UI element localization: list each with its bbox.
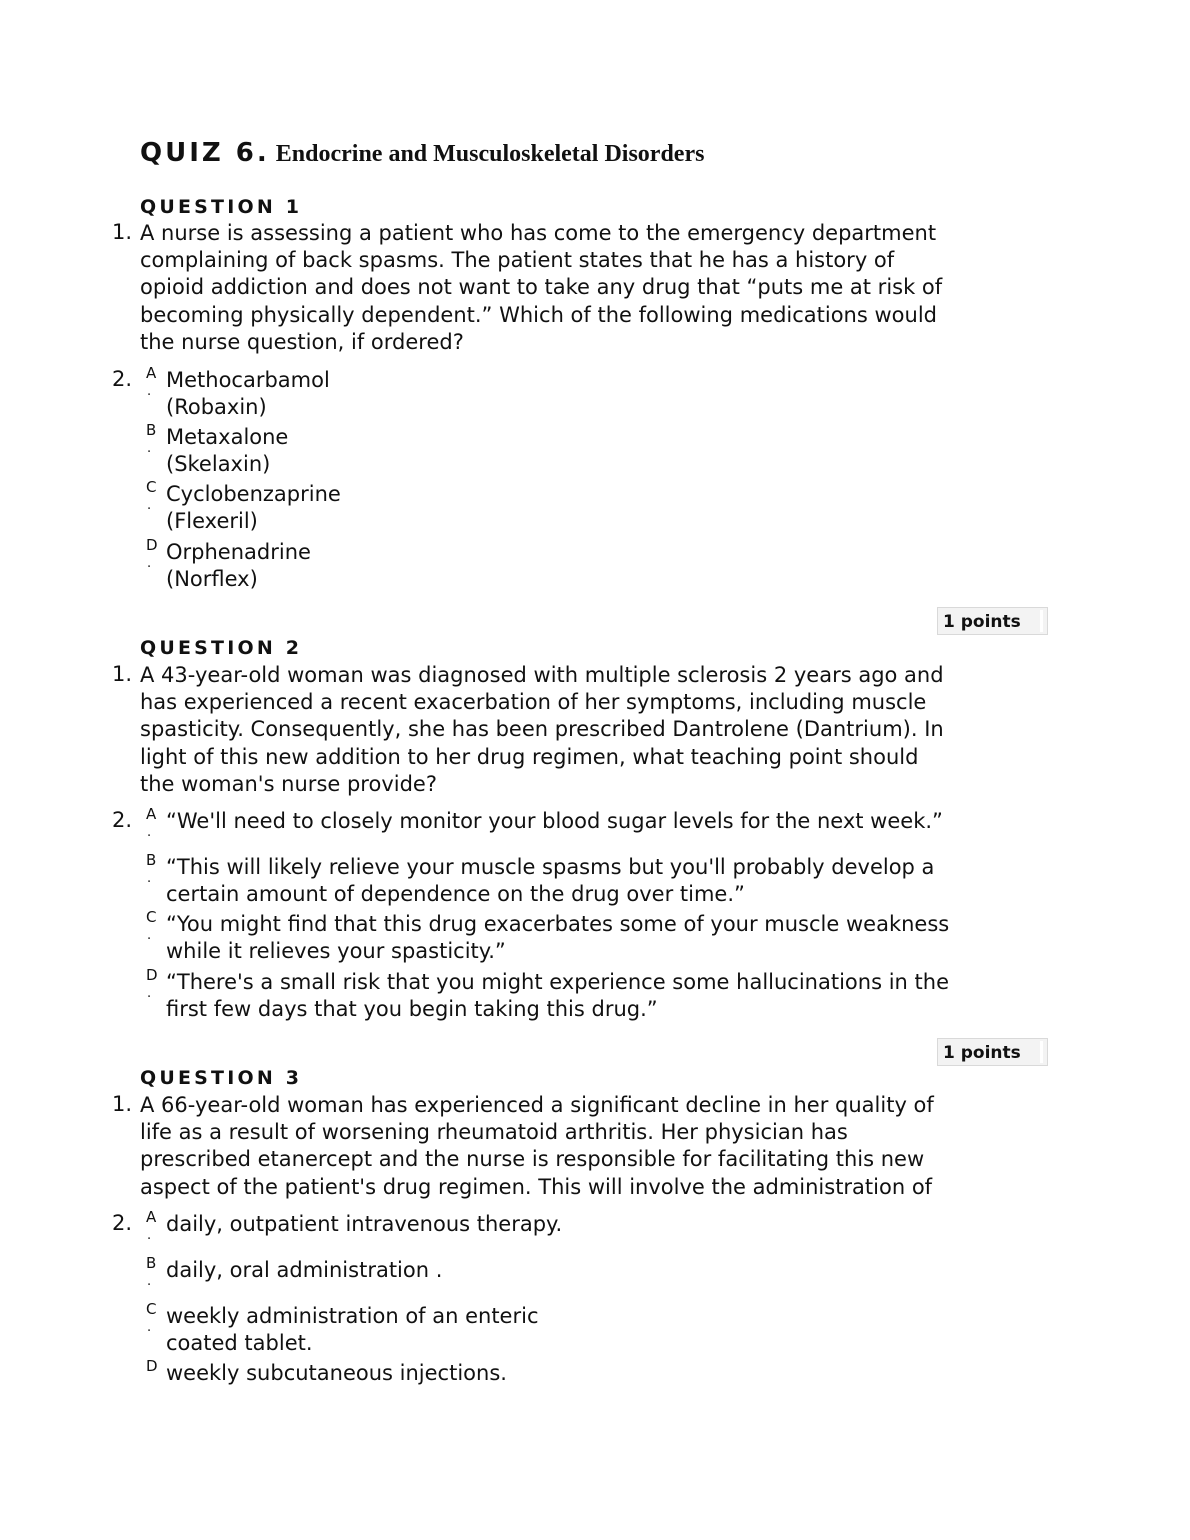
- option-dot: ·: [147, 1278, 152, 1293]
- stem-line: light of this new addition to her drug regimen, what teaching point should: [140, 744, 919, 769]
- option-line: (Norflex): [166, 567, 258, 592]
- option-line: while it relieves your spasticity.”: [166, 939, 506, 964]
- stem-line: life as a result of worsening rheumatoid arthritis. Her physician has: [140, 1120, 848, 1145]
- option-text: [166, 1360, 507, 1387]
- option-line: “There's a small risk that you might experience some hallucinations in the: [166, 970, 949, 994]
- option-line: coated tablet.: [166, 1331, 313, 1356]
- option-text: [166, 481, 341, 535]
- option-dot: ·: [147, 1232, 152, 1247]
- stem-line: A nurse is assessing a patient who has come to the emergency department: [140, 221, 937, 245]
- option-dot: ·: [147, 829, 152, 844]
- option-text: [166, 969, 949, 1023]
- option-dot: ·: [147, 502, 152, 517]
- option-text: [166, 1303, 539, 1357]
- option-text: [166, 1257, 442, 1284]
- quiz-title-prefix: QUIZ 6.: [140, 138, 270, 168]
- option-text: [166, 367, 330, 421]
- question-3-options-number: 2.: [111, 1211, 132, 1235]
- option-letter: D: [146, 1357, 158, 1375]
- stem-line: complaining of back spasms. The patient states that he has a history of: [140, 248, 895, 273]
- option-line: Methocarbamol: [166, 368, 330, 392]
- question-1-stem-number: 1.: [111, 220, 132, 244]
- stem-line: opioid addiction and does not want to take any drug that “puts me at risk of: [140, 275, 943, 300]
- option-line: daily, outpatient intravenous therapy.: [166, 1212, 563, 1236]
- option-line: “You might find that this drug exacerbates some of your muscle weakness: [166, 912, 950, 936]
- question-2-stem: [140, 662, 1040, 798]
- option-dot: ·: [147, 388, 152, 403]
- option-line: “We'll need to closely monitor your blood sugar levels for the next week.”: [166, 809, 943, 833]
- question-1-heading: QUESTION 1: [140, 196, 303, 218]
- option-line: weekly subcutaneous injections.: [166, 1361, 507, 1385]
- question-2-heading: QUESTION 2: [140, 637, 303, 659]
- stem-line: A 66-year-old woman has experienced a significant decline in her quality of: [140, 1093, 934, 1117]
- option-line: certain amount of dependence on the drug over time.”: [166, 882, 745, 907]
- option-text: [166, 854, 934, 908]
- option-letter: A: [146, 364, 157, 382]
- question-3-stem-number: 1.: [111, 1092, 132, 1116]
- question-2-stem-number: 1.: [111, 662, 132, 686]
- option-dot: ·: [147, 445, 152, 460]
- question-3-stem: [140, 1092, 1040, 1201]
- stem-line: has experienced a recent exacerbation of her symptoms, including muscle: [140, 690, 927, 715]
- stem-line: the nurse question, if ordered?: [140, 329, 464, 354]
- option-line: Orphenadrine: [166, 540, 311, 564]
- question-3-heading: QUESTION 3: [140, 1067, 303, 1089]
- question-2-options-number: 2.: [111, 808, 132, 832]
- question-1-options-number: 2.: [111, 367, 132, 391]
- option-letter: B: [146, 1254, 157, 1272]
- option-line: Metaxalone: [166, 425, 289, 449]
- question-2-points-badge: 1 points: [937, 1038, 1048, 1066]
- option-letter: A: [146, 1208, 157, 1226]
- stem-line: A 43-year-old woman was diagnosed with multiple sclerosis 2 years ago and: [140, 663, 944, 687]
- option-line: weekly administration of an enteric: [166, 1304, 539, 1328]
- option-dot: ·: [147, 932, 152, 947]
- question-1-points-badge: 1 points: [937, 607, 1048, 635]
- stem-line: the woman's nurse provide?: [140, 771, 437, 796]
- option-letter: B: [146, 851, 157, 869]
- option-letter: C: [146, 908, 157, 926]
- stem-line: becoming physically dependent.” Which of the following medications would: [140, 302, 937, 327]
- option-line: daily, oral administration .: [166, 1258, 443, 1282]
- option-line: first few days that you begin taking this drug.”: [166, 997, 658, 1022]
- option-dot: ·: [147, 1324, 152, 1339]
- option-letter: D: [146, 536, 158, 554]
- option-dot: ·: [147, 990, 152, 1005]
- option-text: [166, 808, 943, 835]
- option-letter: D: [146, 966, 158, 984]
- option-letter: C: [146, 478, 157, 496]
- option-text: [166, 1211, 562, 1238]
- option-line: (Flexeril): [166, 509, 258, 534]
- option-line: “This will likely relieve your muscle spasms but you'll probably develop a: [166, 855, 935, 879]
- option-letter: B: [146, 421, 157, 439]
- option-text: [166, 424, 288, 478]
- option-text: [166, 911, 949, 965]
- question-1-stem: [140, 220, 1040, 356]
- option-dot: ·: [147, 560, 152, 575]
- stem-line: spasticity. Consequently, she has been prescribed Dantrolene (Dantrium). In: [140, 717, 944, 742]
- option-text: [166, 539, 311, 593]
- option-line: Cyclobenzaprine: [166, 482, 341, 506]
- stem-line: aspect of the patient's drug regimen. This will involve the administration of: [140, 1174, 933, 1199]
- option-line: (Skelaxin): [166, 452, 271, 477]
- option-letter: A: [146, 805, 157, 823]
- option-line: (Robaxin): [166, 395, 267, 420]
- option-dot: ·: [147, 875, 152, 890]
- quiz-title: [140, 138, 704, 168]
- quiz-title-text: Endocrine and Musculoskeletal Disorders: [275, 141, 705, 167]
- option-letter: C: [146, 1300, 157, 1318]
- stem-line: prescribed etanercept and the nurse is responsible for facilitating this new: [140, 1147, 925, 1172]
